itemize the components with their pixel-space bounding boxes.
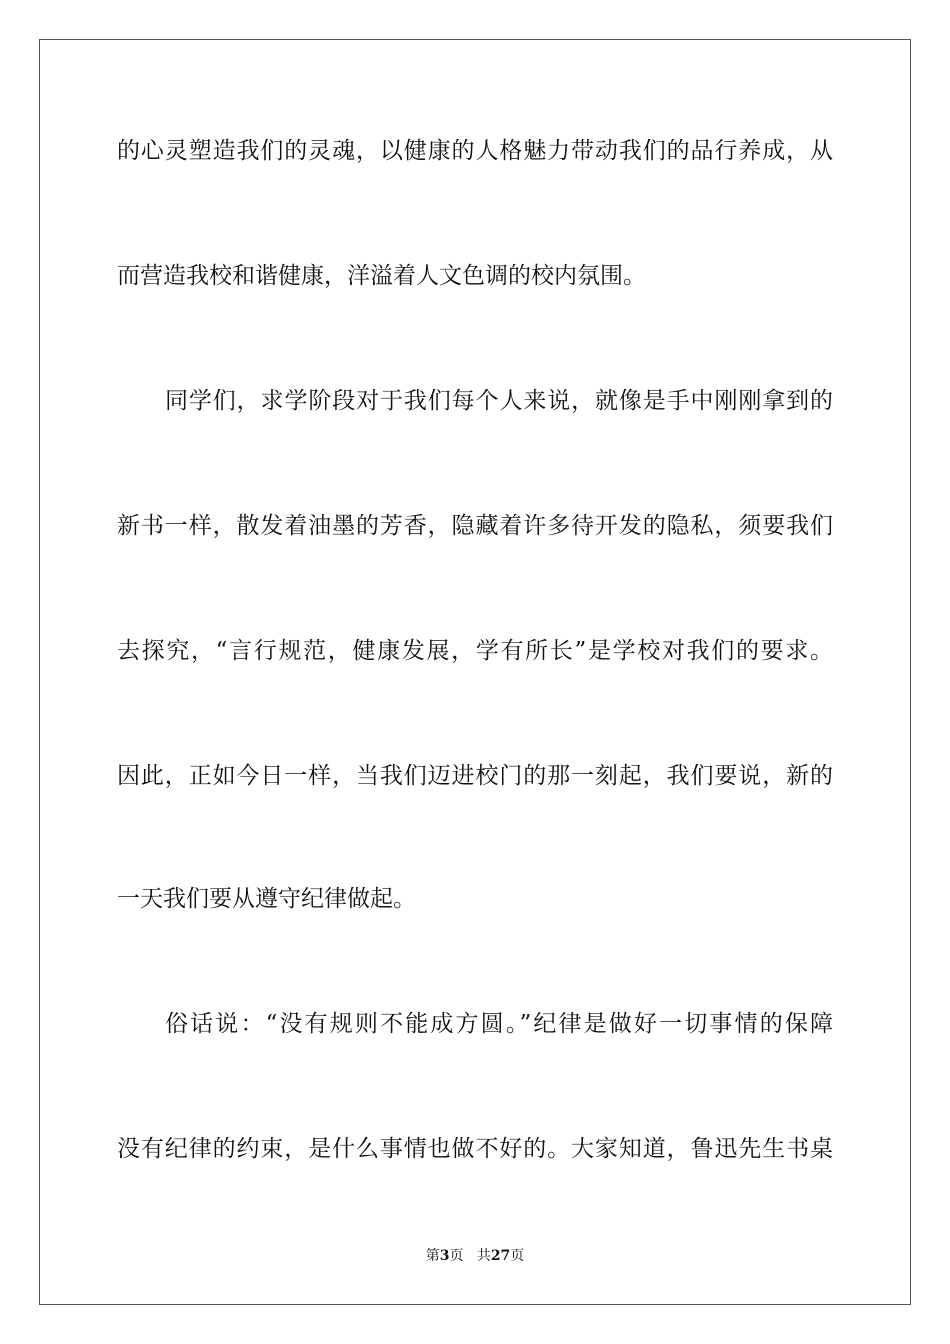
page-prefix: 第 bbox=[425, 1248, 440, 1264]
text-line-9: 没有纪律的约束，是什么事情也做不好的。大家知道，鲁迅先生书桌 bbox=[117, 1136, 833, 1162]
text-line-5: 去探究，“言行规范，健康发展，学有所长”是学校对我们的要求。 bbox=[117, 638, 833, 664]
page-footer bbox=[0, 1247, 950, 1265]
total-prefix: 共 bbox=[476, 1248, 491, 1264]
text-line-1: 的心灵塑造我们的灵魂，以健康的人格魅力带动我们的品行养成，从 bbox=[117, 138, 833, 164]
text-line-2: 而营造我校和谐健康，洋溢着人文色调的校内氛围。 bbox=[117, 263, 646, 289]
text-line-7: 一天我们要从遵守纪律做起。 bbox=[117, 886, 416, 912]
text-line-8: 俗话说：“没有规则不能成方圆。”纪律是做好一切事情的保障 bbox=[165, 1011, 833, 1037]
page-border bbox=[39, 39, 911, 1305]
text-line-3: 同学们，求学阶段对于我们每个人来说，就像是手中刚刚拿到的 bbox=[165, 388, 833, 414]
total-suffix: 页 bbox=[510, 1248, 525, 1264]
text-line-6: 因此，正如今日一样，当我们迈进校门的那一刻起，我们要说，新的 bbox=[117, 763, 833, 789]
total-pages: 27 bbox=[490, 1248, 511, 1264]
page-number: 3 bbox=[439, 1248, 450, 1264]
text-line-4: 新书一样，散发着油墨的芳香，隐藏着许多待开发的隐私，须要我们 bbox=[117, 513, 833, 539]
page-suffix: 页 bbox=[449, 1248, 464, 1264]
